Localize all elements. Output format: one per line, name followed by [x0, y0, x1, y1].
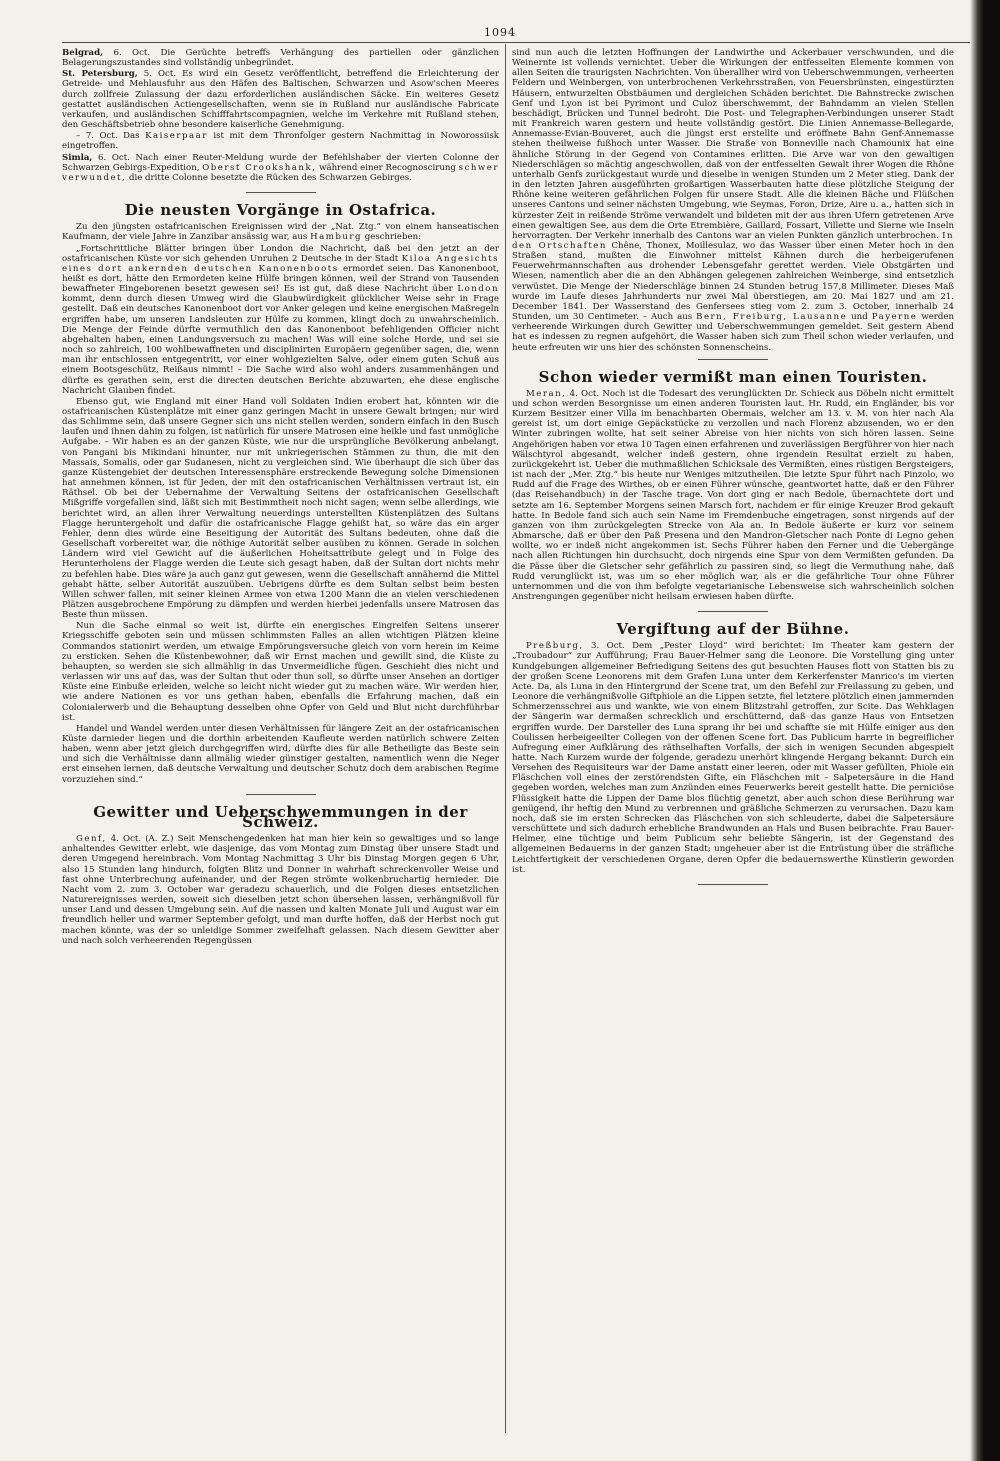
- headline-schweiz: Gewitter und Ueberschwemmungen in der Schweiz.: [93, 802, 468, 831]
- news-petersburg: [62, 69, 499, 130]
- ostafrica-p1-b: ermordet seien. Das Kanonenboot, heißt es dort, hätte den Ermordeten keine Hülfe bringen können, weil der Strand von Tausenden bewaffneter Eingeborenen besetzt gewesen sei! Es ist gut, daß diese Nachricht über: [62, 263, 499, 295]
- ostafrica-paragraph-3: Nun die Sache einmal so weit ist, dürfte ein energisches Eingreifen Seitens unserer Kriegsschiffe geboten sein und müssen schlimmsten Falles an allen wichtigen Plätzen kleine Commandos stationirt werden, um etwaige Empörungsversuche gleich von vorn herein im Keime zu ersticken. Sehen die Küstenbewohner, daß wir Ernst machen und gewillt sind, die Küste zu behaupten, so werden sie sich allmählig in das Unvermeidliche fügen. Geschieht dies nicht und verlassen wir uns auf das, was der Sultan thut oder thun soll, so dürfte unser Ansehen an dortiger Küste eine Einbuße erleiden, welche so leicht nicht wieder gut zu machen wäre. Wir werden hier, wie andere Nationen es vor uns gethan haben, ebenfalls die Erfahrung machen, daß ein Colonialerwerb und die Behauptung desselben ohne Opfer von Geld und Blut nicht durchführbar ist.: [62, 621, 499, 723]
- headline-tourist: Schon wieder vermißt man einen Touristen.: [538, 367, 928, 386]
- headline-ostafrica: Die neusten Vorgänge in Ostafrica.: [124, 201, 437, 220]
- dateline-belgrad: Belgrad,: [62, 48, 104, 58]
- news-genf-text: 4. Oct. (A. Z.) Seit Menschengedenken hat man hier kein so gewaltiges und so lange anhaltendes Gewitter erlebt, wie dasjenige, das vom Montag zum Dinstag über unsere Stadt und deren Umgegend hereinbrach. Vom Montag Nachmittag 3 Uhr bis Dinstag Morgen gegen 6 Uhr, also 15 Stunden lang hindurch, folgten Blitz und Donner in wahrhaft schreckenvoller Weise und fast ohne Unterbrechung aufeinander, und der Regen strömte wolkenbruchartig hernieder. Die Nacht vom 2. zum 3. October war geradezu schauerlich, und die Folgen dieses entsetzlichen Naturereignisses werden, soweit sich dieselben jetzt schon übersehen lassen, verhängnißvoll für unser Land und dessen Umgebung sein. Auf die nassen und kalten Monate Juli und August war ein freundlich heller und warmer September gefolgt, und man durfte hoffen, daß der Herbst noch gut machen könnte, was der so unleidige Sommer zweifelhaft gelassen. Nach diesem Gewitter aber und nach solch verheerenden Regengüssen: [62, 834, 499, 946]
- section-rule-3: [698, 359, 768, 360]
- news-genf: [62, 834, 499, 946]
- column-divider: [505, 44, 506, 1433]
- news-genf-continued: [512, 48, 954, 353]
- ostafrica-p1-spaced-1: Kiloa Angesichts eines dort ankernden deutschen Kanonenboots: [62, 253, 499, 274]
- genf-cont-towns: Bern, Freiburg, Lausanne: [696, 312, 848, 323]
- dateline-petersburg: St. Petersburg,: [62, 69, 138, 80]
- genf-cont-c: und: [851, 312, 868, 323]
- genf-cont-a: sind nun auch die letzten Hoffnungen der Landwirthe und Ackerbauer verschwunden, und die Weinernte ist vollends vernichtet. Ueber die Wirkungen der entfesselten Elemente kommen von allen Seiten die traurigsten Nachrichten. Von überallher wird von Ueberschwemmungen, verheerten Feldern und Weinbergen, von unterbrochenen Verkehrsstraßen, von Feuersbrünsten, eingestürzten Häusern, entwurzelten Obstbäumen und dergleichen Schäden berichtet. Die Bahnstrecke zwischen Genf und Lyon ist bei Pyrimont und Culoz überschwemmt, der Bahndamm an vielen Stellen beschädigt, Brücken und Tunnel bedroht. Die Post- und Telegraphen-Verbindungen unserer Stadt mit Frankreich waren gestern und heute vollständig gestört. Die Linien Annemasse-Bellegarde, Annemasse-Evian-Bouveret, auch die jüngst erst erstellte und eröffnete Bahn Genf-Annemasse stehen theilweise fußhoch unter Wasser. Die Straße von Bonneville nach Chamounix hat eine ähnliche Störung in der Gegend von Contamines erlitten. Die Arve war von den gewaltigen Niederschlägen so mächtig angeschwollen, daß von der entfesselten Gewalt ihrer Wogen die Rhône unterhalb Genfs zurückgestaut wurde und dieselbe in wenigen Stunden um 2 Meter stieg. Dank der in den letzten Jahren ausgeführten großartigen Wasserbauten hatte diese plötzliche Steigung der Rhône keine weiteren gefährlichen Folgen für unsere Stadt. Alle die kleinen Bäche und Flüßchen unseres Cantons und seiner nächsten Umgebung, wie Seymas, Foron, Drize, Aire u. a., hatten sich in kürzester Zeit in reißende Ströme verwandelt und bildeten mit der aus ihren Ufern getretenen Arve einen gewaltigen See, aus dem die Orte Etrembière, Gaillard, Fossart, Villette und Sierne wie Inseln hervorragten. Der Verkehr innerhalb des Cantons war an vielen Punkten gänzlich unterbrochen.: [512, 48, 954, 241]
- page-number: 1094: [484, 26, 516, 39]
- news-simla-after: die dritte Colonne besetzte die Rücken des Schwarzen Gebirges.: [128, 172, 412, 183]
- ostafrica-intro: [62, 222, 499, 242]
- dateline-simla: Simla,: [62, 152, 93, 163]
- dateline-meran: Meran,: [526, 388, 567, 399]
- ostafrica-p1-spaced-2: London: [457, 284, 499, 295]
- news-pressburg-text: 3. Oct. Dem „Pester Lloyd“ wird berichtet: Im Theater kam gestern der „Troubadour“ zur Aufführung; Frau Bauer-Helmer sang die Leonore. Die Vorstellung ging unter Kundgebungen allgemeiner Befriedigung Seitens des gut besuchten Hauses flott von Statten bis zu der großen Scene Leonorens mit dem Grafen Luna unter dem Kerkerfenster Manrico's im vierten Acte. Da, als Luna in den Hintergrund der Scene trat, um den Befehl zur Freilassung zu geben, und Leonore die verhängnißvolle Giftphiole an die Lippen setzte, fiel letztere plötzlich einen jammernden Schmerzensschrei aus und wankte, wie von einem Blitzstrahl getroffen, zur Scite. Das Wehklagen der Sängerin war dermaßen schrecklich und erschütternd, daß das ganze Haus von Entsetzen ergriffen wurde. Der Darsteller des Luna sprang ihr bei und schaffte sie mit Hülfe einiger aus den Coulissen herbeigeeilter Collegen von der offenen Scene fort. Das Publicum harrte in begreiflicher Aufregung einer Aufklärung des räthselhaften Vorfalls, der sich in wenigen Secunden abgespielt hatte. Nach Kurzem wurde der folgende, geradezu unerhört klingende Hergang bekannt: Durch ein Versehen des Requisiteurs war der Dame anstatt einer leeren, oder mit Wasser gefüllten, Phiole ein Fläschchen voll eines der zerstörendsten Gifte, ein Fläschchen mit – Salpetersäure in die Hand gegeben worden, welches man zum Anzünden eines Feuerwerks bereit gestellt hatte. Die perniciöse Flüssigkeit hatte die Lippen der Dame blos flüchtig genetzt, aber auch schon diese Berührung war genügend, ihr heftig den Mund zu verbrennen und gräßliche Schmerzen zu verursachen. Dazu kam noch, daß sie im ersten Schrecken das Fläschchen von sich schleuderte, dabei die Salpetersäure verschüttete und sich dadurch erhebliche Brandwunden an Hals und Busen beibrachte. Frau Bauer-Helmer, eine tüchtige und beim Publicum sehr beliebte Sängerin, ist der Gegenstand des allgemeinen Bedauerns in der ganzen Stadt; ungeheuer aber ist die Entrüstung über die sträfliche Leichtfertigkeit der verschiedenen Organe, deren Opfer die bedauernswerthe Künstlerin geworden ist.: [512, 641, 954, 875]
- news-petersburg-text: 5. Oct. Es wird ein Gesetz veröffentlicht, betreffend die Erleichterung der Getreide- und Mehlausfuhr aus den Häfen des Baltischen, Schwarzen und Asow'schen Meeres durch zollfreie Zulassung der dazu erforderlichen ausländischen Säcke. Ein weiteres Gesetz gestattet ausländischen Actiengesellschaften, wenn sie in Rußland nur ausländische Fabricate verkaufen, und ausländischen Schifffahrtscompagnien, welche im Verkehre mit Rußland stehen, den Geschäftsbetrieb ohne besondere kaiserliche Genehmigung.: [62, 69, 499, 131]
- news-petersburg-2: [62, 131, 499, 151]
- section-rule-1: [246, 192, 316, 193]
- genf-cont-ortschaften: In den Ortschaften: [512, 230, 954, 251]
- ostafrica-paragraph-4: Handel und Wandel werden unter diesen Verhältnissen für längere Zeit an der ostafricanischen Küste darnieder liegen und die dorthin arbeitenden Kaufleute werden natürlich schwere Zeiten haben, wenn aber jetzt gleich durchgegriffen wird, dürfte dies für alle Betheiligte das Beste sein und sich die Verhältnisse dann allmälig wieder günstiger gestalten, namentlich wenn die Neger erst einsehen lernen, daß deutsche Verwaltung und deutscher Schutz doch dem arabischen Regime vorzuziehen sind.“: [62, 723, 499, 785]
- news-belgrad-text: 6. Oct. Die Gerüchte betreffs Verhängung des partiellen oder gänzlichen Belagerungszustandes sind vollständig unbegründet.: [62, 48, 499, 69]
- news-simla-spaced-1: Oberst Crookshank,: [202, 162, 317, 173]
- genf-cont-payerne: Payerne: [871, 312, 918, 323]
- genf-cont-d: werden verheerende Wirkungen durch Gewitter und Ueberschwemmungen gemeldet. Seit gestern Abend hat es indessen zu regnen aufgehört, die Wasser haben sich zum Theil schon wieder verlaufen, und heute erfreuten wir uns hier des schönsten Sonnenscheins.: [512, 312, 954, 353]
- section-rule-4: [698, 611, 768, 612]
- ostafrica-intro-after: geschrieben:: [364, 232, 422, 243]
- right-column: [512, 48, 954, 1433]
- ostafrica-intro-before: Zu den jüngsten ostafricanischen Ereignissen wird der „Nat. Ztg.“ von einem hanseatischen Kaufmann, der viele Jahre in Zanzibar ansässig war, aus: [62, 222, 499, 243]
- news-simla: [62, 153, 499, 183]
- ostafrica-p1-a: „Fortschrittliche Blätter bringen über London die Nachricht, daß bei den jetzt an der ostafricanischen Küste vor sich gehenden Unruhen 2 Deutsche in der Stadt: [62, 243, 499, 264]
- headline-buehne: Vergiftung auf der Bühne.: [616, 620, 850, 639]
- news-pressburg: [512, 641, 954, 875]
- section-rule-2: [246, 794, 316, 795]
- news-petersburg-2-text: ist mit dem Thronfolger gestern Nachmittag in Noworossiisk eingetroffen.: [62, 131, 499, 152]
- top-rule: [62, 42, 980, 43]
- ostafrica-paragraph-1: [62, 244, 499, 396]
- news-belgrad: [62, 48, 499, 68]
- ostafrica-p1-c: kommt, denn durch diesen Umweg wird die Glaubwürdigkeit glücklicher Weise sehr in Frage gestellt. Daß ein deutsches Kanonenboot dort vor Anker gelegen und keine energischen Maßregeln ergriffen habe, um unseren Landsleuten zur Hülfe zu kommen, klingt doch zu unwahrscheinlich. Die Menge der Feinde dürfte vermuthlich den das Kanonenboot befehligenden Officier nicht abgehalten haben, einen Landungsversuch zu machen! Was will eine solche Horde, und sei sie noch so zahlreich, 100 wohlbewaffneten und disciplinirten Europäern gegenüber sagen, die, wenn man ihr entschlossen entgegentritt, vor einer wohlgezielten Salve, oder einem guten Schuß aus einem Bootsgeschütz, Reißaus nimmt! – Die Sache wird also wohl anders zusammenhängen und dürfte es gerathen sein, erst die directen deutschen Berichte abzuwarten, ehe diese englische Nachricht Glauben findet.: [62, 294, 499, 396]
- ostafrica-intro-city: Hamburg: [310, 232, 362, 243]
- section-rule-5: [698, 884, 768, 885]
- dateline-genf: Genf,: [76, 834, 107, 845]
- news-petersburg-2-spaced: Kaiserpaar: [145, 131, 208, 142]
- scan-edge: [970, 0, 1000, 1461]
- news-meran: [512, 389, 954, 602]
- genf-cont-b: Chêne, Thonex, Moillesulaz, wo das Wasser über einen Meter hoch in den Straßen stand, mußten die Einwohner mittelst Kähnen durch die herbeigerufenen Feuerwehrmannschaften aus drohender Lebensgefahr gerettet werden. Viele Obstgärten und Wiesen, namentlich aber die an den Abhängen gelegenen zahlreichen Weinberge, sind entsetzlich verwüstet. Die Menge der Niederschläge binnen 24 Stunden betrug 157,8 Millimeter. Dieses Maß wurde im Laufe dieses Jahrhunderts nur zwei Mal überstiegen, am 20. Mai 1827 und am 21. December 1841. Der Wasserstand des Genfersees stieg vom 2. zum 3. October, innerhalb 24 Stunden, um 30 Centimeter. – Auch aus: [512, 240, 954, 323]
- ostafrica-paragraph-2: Ebenso gut, wie England mit einer Hand voll Soldaten Indien erobert hat, könnten wir die ostafricanischen Küstenplätze mit einer ganz geringen Macht in unsere Gewalt bringen; nur wird das Schlimme sein, daß unsere Gegner sich uns nicht stellen werden, sondern einfach in den Busch laufen und ihnen dahin zu folgen, ist natürlich für unsere Matrosen eine heikle und fast unmögliche Aufgabe. – Wir haben es an der ganzen Küste, wie nur die ursprüngliche Bevölkerung anbelangt, von Pangani bis Mikindani hinunter, nur mit unkriegerischen Stämmen zu thun, die mit den Massais, Somalis, oder gar Sudanesen, nicht zu vergleichen sind. Wie überhaupt die sich über das ganze Küstengebiet der deutschen Interessensphäre erstreckende Bewegung solche Dimensionen hat annehmen können, ist für Jeden, der mit den ostafricanischen Verhältnissen vertraut ist, ein Räthsel. Ob bei der Uebernahme der Verwaltung Seitens der ostafricanischen Gesellschaft Mißgriffe vorgefallen sind, läßt sich mit Bestimmtheit noch nicht sagen; wenn selbe allerdings, wie berichtet wird, an allen ihrer Verwaltung neuerdings unterstellten Küstenplätzen des Sultans Flagge heruntergeholt und dafür die ostafricanische Flagge gehißt hat, so wäre das ein arger Fehler, denn dies würde eine Beseitigung der Autorität des Sultans bedeuten, ohne daß die Gesellschaft vorbereitet war, die nöthige Autorität selber ausüben zu können. Gerade in solchen Ländern wird viel Gewicht auf die äußerlichen Hoheitsattribute gelegt und in Folge des Herunterholens der Flagge werden die Leute sich gesagt haben, daß der Sultan dort nichts mehr zu befehlen habe. Dies wäre ja auch ganz gut gewesen, wenn die Gesellschaft annähernd die Mittel gehabt hätte, selber Autorität auszuüben. Uebrigens dürfte es dem Sultan selbst beim besten Willen schwer fallen, mit seiner kleinen Armee von etwa 1200 Mann die an vielen verschiedenen Plätzen ausgebrochene Empörung zu dämpfen und werden hierbei jedenfalls unsere Matrosen das Beste thun müssen.: [62, 396, 499, 621]
- news-simla-middle: während einer Recognoscirung: [319, 162, 456, 173]
- news-meran-text: 4. Oct. Noch ist die Todesart des verunglückten Dr. Schieck aus Döbeln nicht ermittelt und schon werden Besorgnisse um einen anderen Touristen laut. Hr. Rudd, ein Engländer, bis vor Kurzem Besitzer einer Villa im benachbarten Obermais, welcher am 13. v. M. von hier nach Ala gereist ist, um dort einige Gepäckstücke zu verzollen und nach Florenz abzusenden, wo er den Winter zubringen wollte, hat seit seiner Abreise von hier nichts von sich hören lassen. Seine Angehörigen haben vor etwa 10 Tagen einen erfahrenen und zuverlässigen Bergführer von hier nach Wälschtyrol abgesandt, welcher indeß gestern, ohne irgendein Resultat erzielt zu haben, zurückgekehrt ist. Ueber die muthmaßlichen Schicksale des Vermißten, eines rüstigen Bergsteigers, ist nach der „Mer. Ztg.“ bis heute nur Weniges mitzutheilen. Die letzte Spur führt nach Pinzolo, wo Rudd auf die Frage des Wirthes, ob er einen Führer wünsche, geantwortet hatte, daß er den Führer (das Reisehandbuch) in der Tasche trage. Von dort ging er nach Bedole, übernachtete dort und setzte am 16. September Morgens seinen Marsch fort, nachdem er für einige Kreuzer Brod gekauft hatte. In Bedole fand sich auch sein Name im Fremdenbuche eingetragen, sonst nirgends auf der ganzen von ihm zurückgelegten Strecke von Ala an. In Bedole äußerte er kurz vor seinem Abmarsche, daß er über den Paß Presena und den Mandron-Gletscher nach Ponte di Legno gehen wollte, wo er indeß nicht angekommen ist. Sechs Führer haben den Ferner und die Uebergänge nach allen Richtungen hin durchsucht, doch nirgends eine Spur von dem Vermißten gefunden. Da die Pässe über die Gletscher sehr gefährlich zu passiren sind, so liegt die Vermuthung nahe, daß Rudd verunglückt ist, was um so eher möglich war, als er die gefährliche Tour ohne Führer unternommen und die von ihm befolgte vegetarianische Lebensweise sich wahrscheinlich solchen Anstrengungen gegenüber nicht heilsam erwiesen haben dürfte.: [512, 388, 954, 602]
- left-column: [62, 48, 499, 1433]
- news-simla-spaced-2: schwer verwundet,: [62, 162, 499, 183]
- news-simla-before: 6. Oct. Nach einer Reuter-Meldung wurde der Befehlshaber der vierten Colonne der Schwarzen Gebirgs-Expedition,: [62, 152, 499, 173]
- dateline-pressburg: Preßburg,: [526, 641, 584, 652]
- news-petersburg-2-prefix: – 7. Oct. Das: [76, 131, 140, 142]
